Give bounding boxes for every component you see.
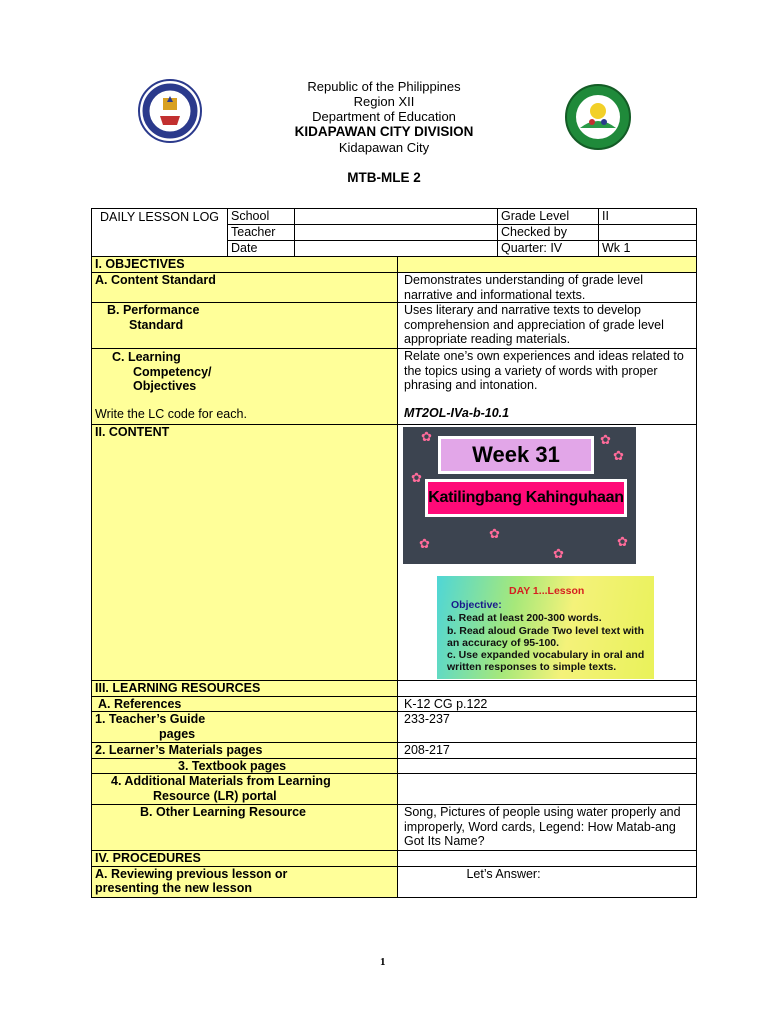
- school-label: School: [228, 209, 295, 225]
- learning-resources-heading-blank: [398, 681, 697, 697]
- additional-materials-cell: [92, 774, 398, 805]
- week-title: Week 31: [438, 436, 594, 474]
- division-seal-logo: [562, 84, 634, 150]
- page-number: 1: [380, 956, 386, 968]
- reviewing-lesson-value: Let’s Answer:: [398, 866, 697, 897]
- republic-heading: Republic of the Philippines: [307, 79, 461, 94]
- lc-code-value: MT2OL-IVa-b-10.1: [404, 405, 510, 420]
- checked-by-value[interactable]: [599, 225, 697, 241]
- grade-level-label: Grade Level: [498, 209, 599, 225]
- checked-by-label: Checked by: [498, 225, 599, 241]
- teachers-guide-value: 233-237: [398, 712, 697, 743]
- additional-materials-label-1: 4. Additional Materials from Learning: [111, 774, 331, 788]
- flower-icon: ✿: [613, 448, 624, 463]
- division-heading: KIDAPAWAN CITY DIVISION: [294, 124, 474, 139]
- other-learning-resource-label: B. Other Learning Resource: [92, 805, 398, 851]
- objective-c: c. Use expanded vocabulary in oral and written responses to simple texts.: [447, 649, 645, 673]
- objectives-heading-blank: [398, 257, 697, 273]
- competency-label-2: Competency/: [133, 364, 212, 379]
- lc-code-label: Write the LC code for each.: [95, 406, 247, 421]
- grade-level-value[interactable]: II: [599, 209, 697, 225]
- deped-seal-logo: [130, 78, 210, 144]
- region-heading: Region XII: [353, 94, 415, 109]
- textbook-pages-value: [398, 758, 697, 774]
- subject-title: MTB-MLE 2: [347, 170, 421, 185]
- day-lesson-image: [437, 576, 654, 679]
- content-standard-label: A. Content Standard: [92, 273, 398, 303]
- performance-standard-label-2: Standard: [129, 317, 184, 332]
- day-title: DAY 1...Lesson: [509, 585, 585, 597]
- references-value: K-12 CG p.122: [398, 696, 697, 712]
- content-standard-value: Demonstrates understanding of grade level narrative and informational texts.: [398, 273, 697, 303]
- competency-value: Relate one’s own experiences and ideas related to the topics using a variety of words with proper phrasing and intonation.: [404, 349, 684, 392]
- performance-standard-value: Uses literary and narrative texts to develop comprehension and appreciation of grade level appropriate reading materials.: [398, 303, 697, 349]
- learners-materials-value: 208-217: [398, 743, 697, 759]
- quarter-label: Quarter: IV: [498, 241, 599, 257]
- objective-label: Objective:: [451, 599, 502, 611]
- textbook-pages-label: 3. Textbook pages: [92, 758, 398, 774]
- additional-materials-label-2: Resource (LR) portal: [153, 788, 277, 803]
- other-learning-resource-value: Song, Pictures of people using water properly and improperly, Word cards, Legend: How Matab-ang Got Its Name?: [398, 805, 697, 851]
- teachers-guide-label-1: 1. Teacher’s Guide: [95, 712, 206, 726]
- references-label: A. References: [92, 696, 398, 712]
- competency-cell-right: [398, 349, 697, 425]
- competency-cell: [92, 349, 398, 425]
- competency-label-3: Objectives: [133, 379, 197, 393]
- reviewing-lesson-label-2: presenting the new lesson: [95, 881, 252, 895]
- teacher-value[interactable]: [295, 225, 498, 241]
- flower-icon: ✿: [411, 470, 422, 485]
- reviewing-lesson-cell: [92, 866, 398, 897]
- department-heading: Department of Education: [312, 109, 456, 124]
- learners-materials-label: 2. Learner’s Materials pages: [92, 743, 398, 759]
- dll-title-cell: [92, 209, 228, 257]
- performance-standard-label-1: B. Performance: [107, 303, 200, 317]
- content-heading: II. CONTENT: [92, 425, 398, 681]
- performance-standard-cell: [92, 303, 398, 349]
- objective-a: a. Read at least 200-300 words.: [447, 612, 602, 624]
- city-heading: Kidapawan City: [338, 140, 430, 155]
- competency-label-1: C. Learning: [112, 350, 181, 364]
- learning-resources-heading: III. LEARNING RESOURCES: [92, 681, 398, 697]
- date-label: Date: [228, 241, 295, 257]
- teacher-label: Teacher: [228, 225, 295, 241]
- week-value[interactable]: Wk 1: [599, 241, 697, 257]
- flower-icon: ✿: [489, 526, 500, 541]
- week-banner-image: [403, 427, 636, 564]
- dll-title: DAILY LESSON LOG: [99, 210, 220, 224]
- additional-materials-value: [398, 774, 697, 805]
- objective-b: b. Read aloud Grade Two level text with an accuracy of 95-100.: [447, 625, 645, 649]
- flower-icon: ✿: [421, 429, 432, 444]
- week-subtitle: Katilingbang Kahinguhaan: [425, 479, 627, 517]
- procedures-heading-blank: [398, 851, 697, 867]
- objectives-heading: I. OBJECTIVES: [92, 257, 398, 273]
- teachers-guide-label-2: pages: [159, 726, 196, 741]
- flower-icon: ✿: [600, 432, 611, 447]
- procedures-heading: IV. PROCEDURES: [92, 851, 398, 867]
- teachers-guide-cell: [92, 712, 398, 743]
- school-value[interactable]: [295, 209, 498, 225]
- reviewing-lesson-label-1: A. Reviewing previous lesson or: [95, 866, 288, 881]
- flower-icon: ✿: [553, 546, 564, 561]
- flower-icon: ✿: [419, 536, 430, 551]
- flower-icon: ✿: [617, 534, 628, 549]
- date-value[interactable]: [295, 241, 498, 257]
